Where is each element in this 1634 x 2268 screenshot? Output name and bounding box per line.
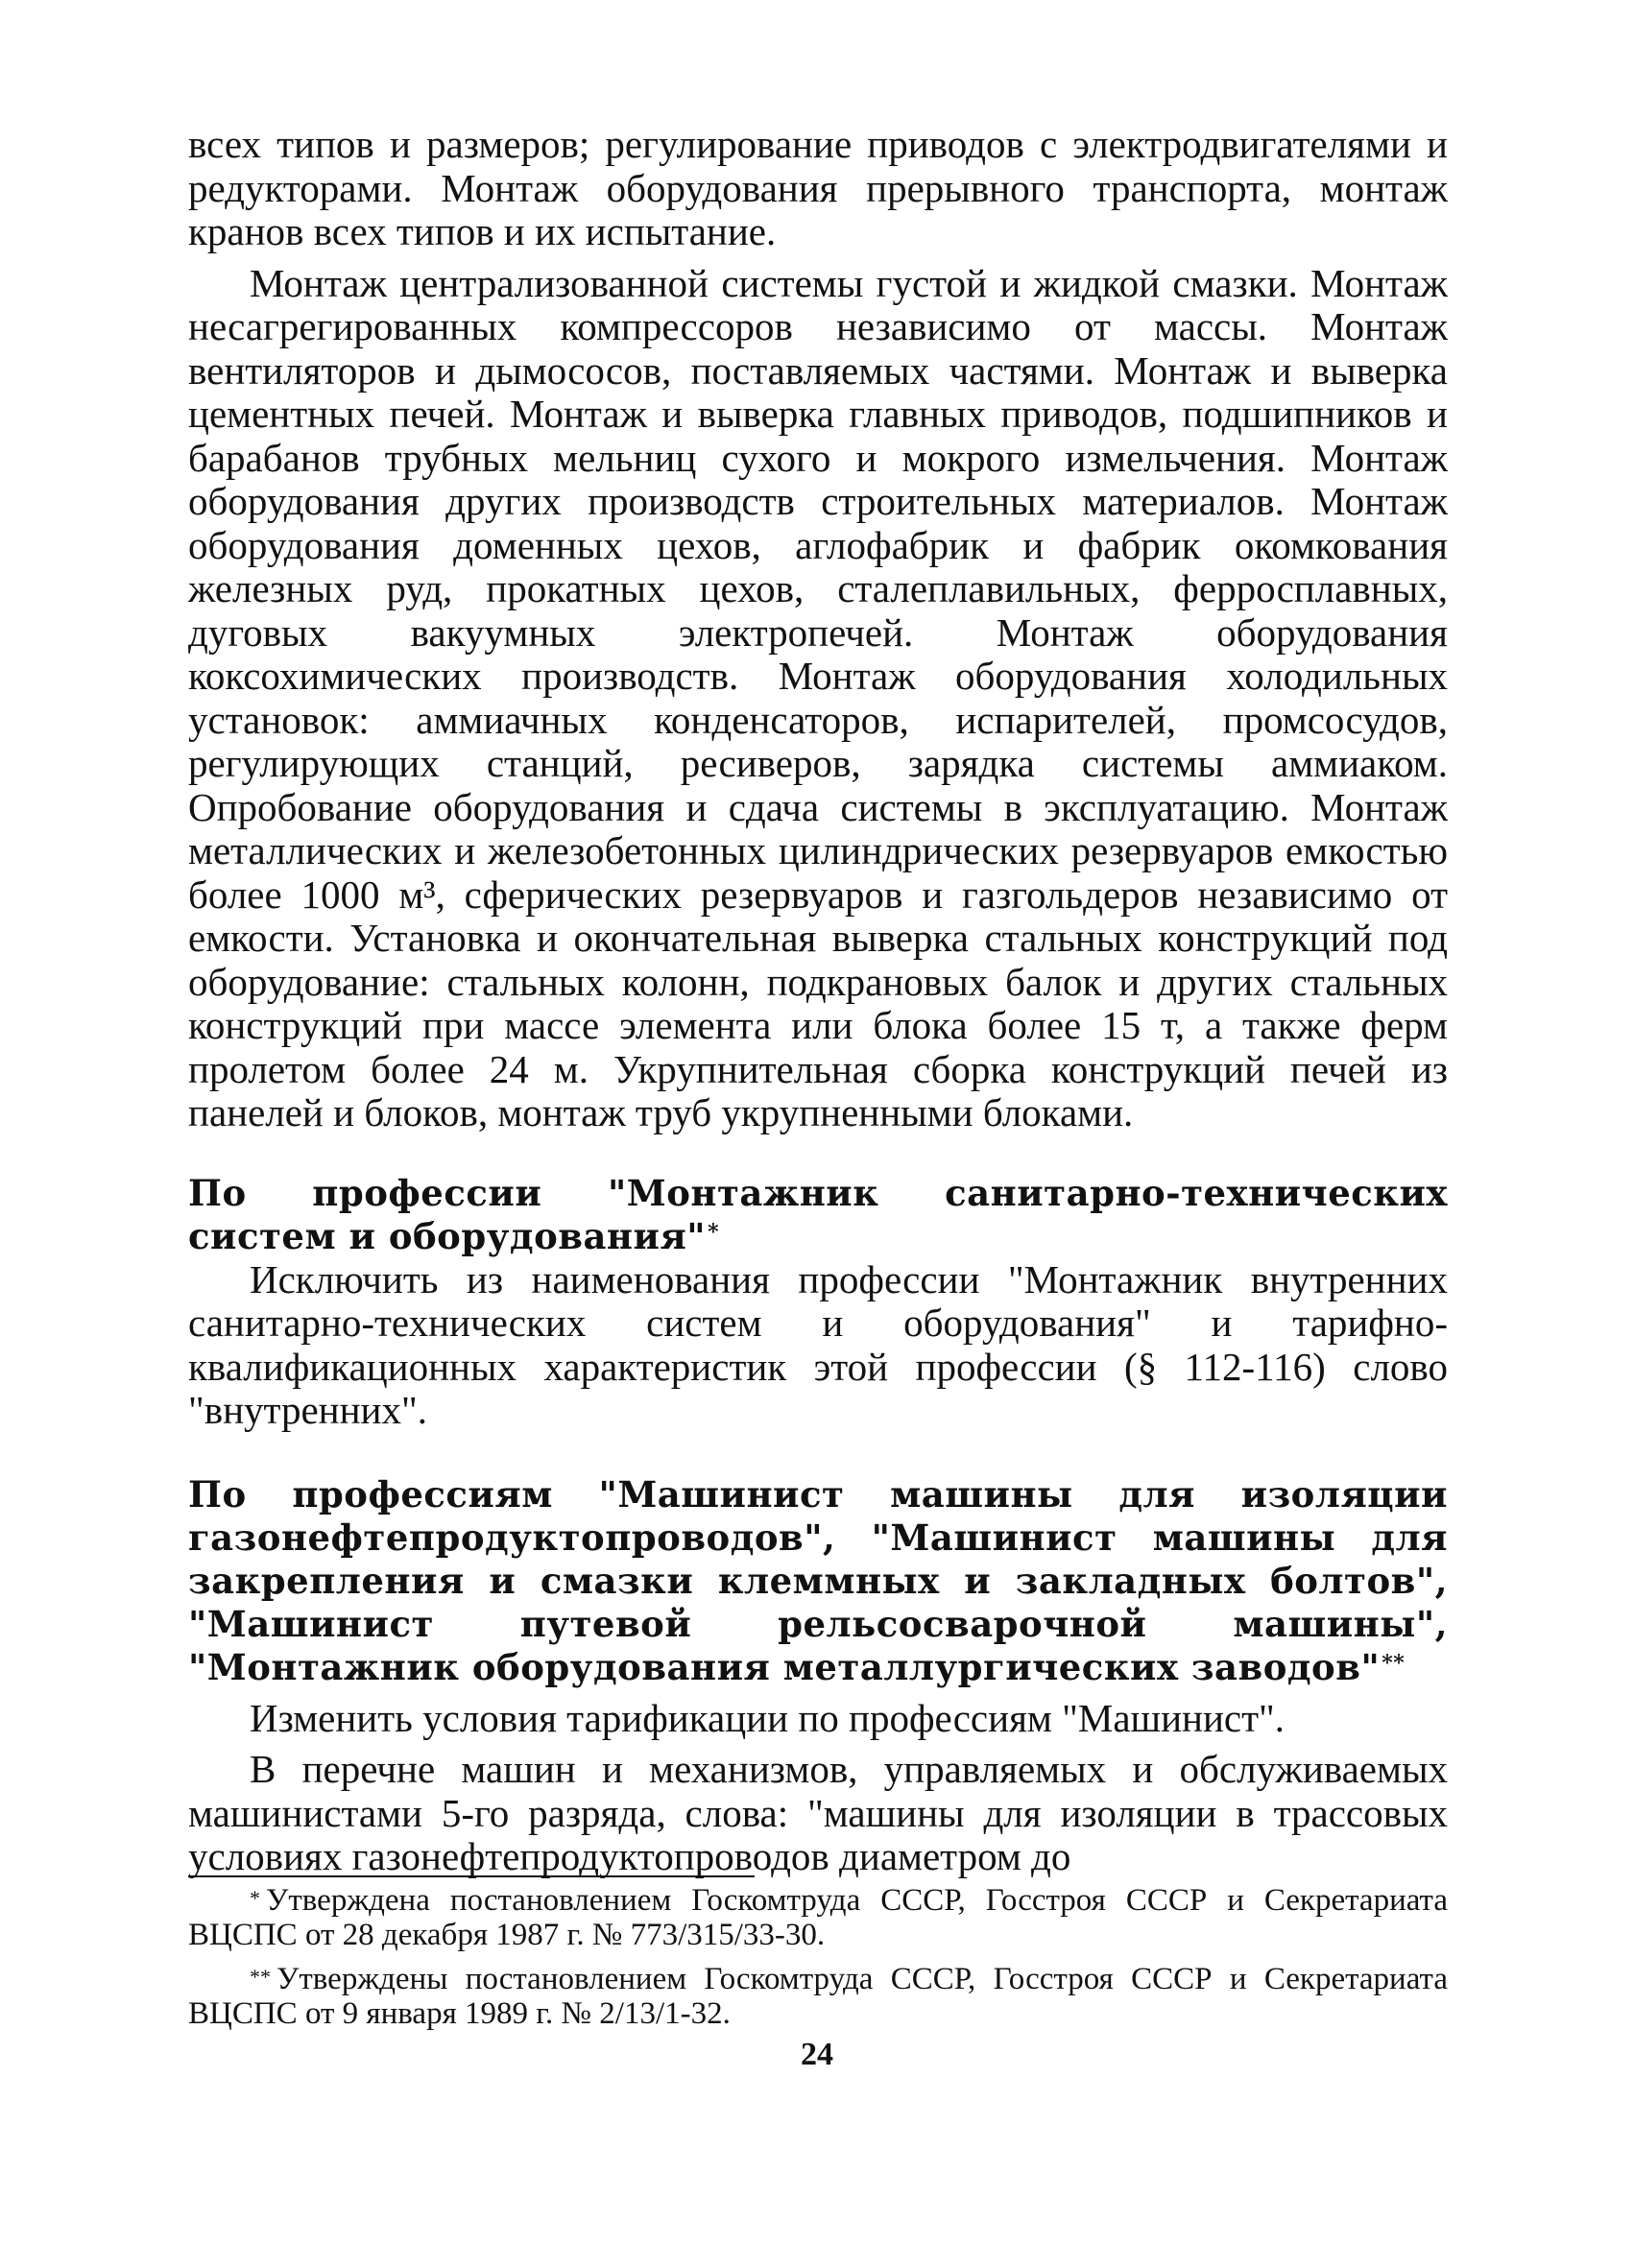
paragraph-tariff: Изменить условия тарификации по профессиям "Машинист".: [250, 1695, 1286, 1740]
footnote-ref: **: [1382, 1650, 1406, 1676]
footnote-mark: *: [250, 1886, 260, 1910]
footnotes: [188, 1875, 1448, 2031]
paragraph-machines-list: В перечне машин и механизмов, управляемых и обслуживаемых машинистами 5-го разряда, слова: "машины для изоляции в трассовых условиях газонефтепродуктопроводов диаметром до: [188, 1747, 1448, 1878]
heading-text: По профессии "Монтажник санитарно-технических систем и оборудования": [188, 1171, 1448, 1257]
section-heading-machinist: [188, 1473, 1448, 1689]
footnote-text: Утверждена постановлением Госкомтруда СССР, Госстроя СССР и Секретариата ВЦСПС от 28 декабря 1987 г. № 773/315/33-30.: [188, 1883, 1448, 1952]
footnote-1: [188, 1883, 1448, 1952]
footnote-ref: *: [708, 1219, 720, 1245]
footnote-2: [188, 1962, 1448, 2031]
spacer: [188, 1135, 1448, 1172]
paragraph-main: Монтаж централизованной системы густой и жидкой смазки. Монтаж несагрегированных компрессоров независимо от массы. Монтаж вентиляторов и дымососов, поставляемых частями. Монтаж и выверка цементных печей. Монтаж и выверка главных приводов, подшипников и барабанов трубных мельниц сухого и мокрого измельчения. Монтаж оборудования других производств строительных материалов. Монтаж оборудования доменных цехов, аглофабрик и фабрик окомкования железных руд, прокатных цехов, сталеплавильных, ферросплавных, дуговых вакуумных электропечей. Монтаж оборудования коксохимических производств. Монтаж оборудования холодильных установок: аммиачных конденсаторов, испарителей, промсосудов, регулирующих станций, ресиверов, зарядка системы аммиаком. Опробование оборудования и сдача системы в эксплуатацию. Монтаж металлических и железобетонных цилиндрических резервуаров емкостью более 1000 м³, сферических резервуаров и газгольдеров независимо от емкости. Установка и окончательная выверка стальных конструкций под оборудование: стальных колонн, подкрановых балок и других стальных конструкций при массе элемента или блока более 15 т, а также ферм пролетом более 24 м. Укрупнительная сборка конструкций печей из панелей и блоков, монтаж труб укрупненными блоками.: [188, 260, 1448, 1134]
section-heading-sanitary: [188, 1172, 1448, 1258]
heading-text: По профессиям "Машинист машины для изоляции газонефтепродуктопроводов", "Машинист машины для закрепления и смазки клеммных и закладных болтов", "Машинист путевой рельсосварочной машины", "Монтажник оборудования металлургических заводов": [188, 1472, 1448, 1688]
page-number: 24: [801, 2037, 833, 2072]
spacer: [188, 1433, 1448, 1473]
footnote-text: Утверждены постановлением Госкомтруда СССР, Госстроя СССР и Секретариата ВЦСПС от 9 января 1989 г. № 2/13/1-32.: [188, 1962, 1448, 2031]
document-page: [188, 123, 1448, 1879]
paragraph-continuation: всех типов и размеров; регулирование приводов с электродвигателями и редукторами. Монтаж оборудования прерывного транспорта, монтаж кранов всех типов и их испытание.: [188, 122, 1448, 253]
footnote-mark: **: [250, 1965, 271, 1989]
footnote-divider: [188, 1875, 755, 1877]
paragraph-sanitary: Исключить из наименования профессии "Монтажник внутренних санитарно-технических систем и оборудования" и тарифно-квалификационных характеристик этой профессии (§ 112-116) слово "внутренних".: [188, 1256, 1448, 1432]
